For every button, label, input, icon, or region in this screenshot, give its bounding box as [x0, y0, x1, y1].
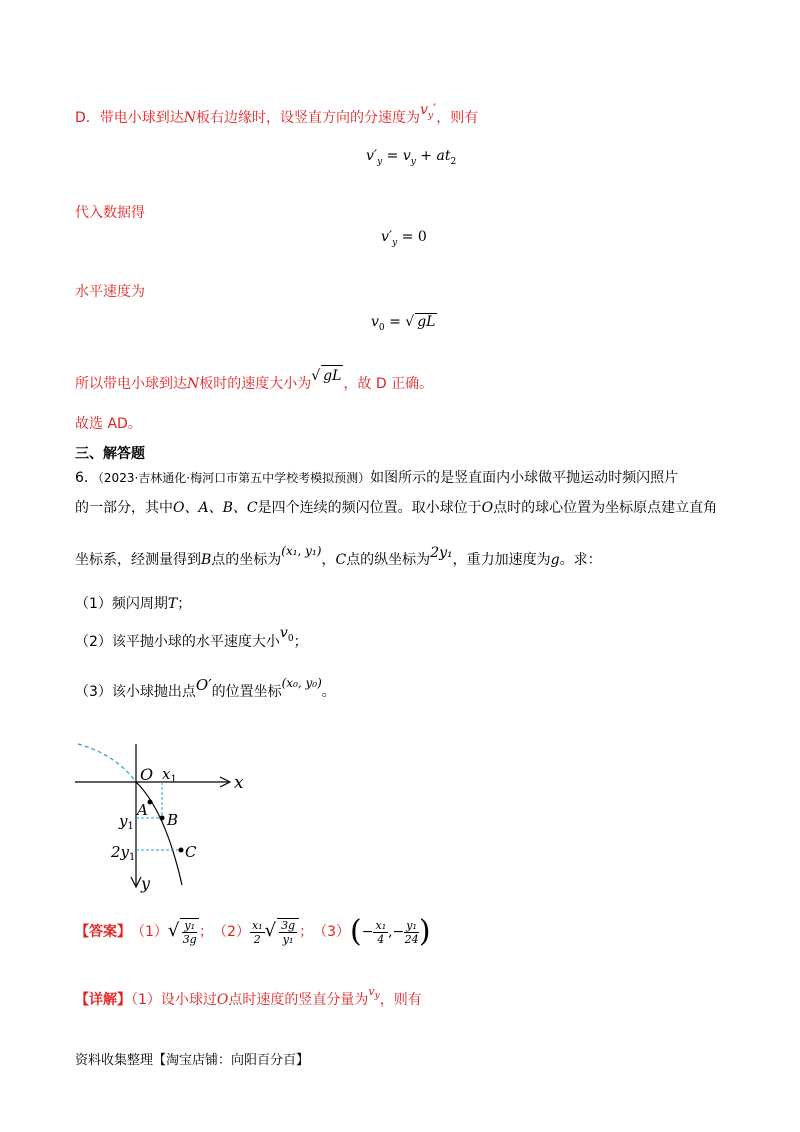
- question-3: （3）该小球抛出点O′的位置坐标(x₀, y₀)。: [75, 676, 336, 700]
- point-a: [148, 800, 153, 805]
- equation-1: $v'_y = v_y + at_2$: [366, 148, 457, 167]
- problem-line-1: 6．（2023·吉林通化·梅河口市第五中学校考模拟预测）如图所示的是竖直面内小球做平抛运动时频闪照片: [75, 470, 679, 486]
- point-b: [160, 816, 165, 821]
- equation-3: $v_0$ = √ gL: [371, 314, 436, 333]
- footer: 资料收集整理【淘宝店铺：向阳百分百】: [75, 1053, 310, 1068]
- option-d-text: 带电小球到达: [99, 110, 184, 126]
- question-1: （1）频闪周期T；: [75, 596, 192, 612]
- conclusion-line: 所以带电小球到达N板时的速度大小为√ gL ，故 D 正确。: [75, 373, 433, 394]
- problem-line-2: 的一部分，其中O、A、B、C是四个连续的频闪位置。取小球位于O点时的球心位置为坐标原点建立直角: [75, 500, 718, 516]
- label-y: y: [141, 874, 151, 893]
- problem-source: （2023·吉林通化·梅河口市第五中学校考模拟预测）: [97, 471, 371, 485]
- horizontal-velocity-text: 水平速度为: [75, 284, 145, 300]
- option-d-label: D．: [75, 110, 100, 126]
- label-o: O: [140, 765, 154, 784]
- section-title: 三、解答题: [75, 446, 145, 462]
- label-2y1: $2y_1$: [111, 843, 136, 863]
- label-b: B: [167, 811, 179, 829]
- plate-n: N: [183, 110, 197, 126]
- trajectory-curve: [136, 782, 182, 885]
- question-2: （2）该平抛小球的水平速度大小$v_0$；: [75, 625, 308, 650]
- option-d-line: [75, 102, 479, 134]
- answer-line: 【答案】 （1） √ $\frac{\text{y₁}}{3g}$ ； （2） $\frac{\text{x₁}}{2}$ √ $\frac{3g}{\text{y₁}}$ ； （3） ( − $\frac{\text{x₁}}{4}$ ,− $\frac{\text{y₁}}{24}$ ): [75, 914, 431, 949]
- problem-line-3: 坐标系，经测量得到B点的坐标为(x₁, y₁)，C点的纵坐标为2y₁，重力加速度为g。求：: [75, 544, 602, 568]
- projectile-figure: [70, 740, 260, 895]
- trajectory-dashed-arc: [78, 744, 136, 782]
- choose-answer: 故选 AD。: [75, 416, 142, 432]
- detail-line: 【详解】（1）设小球过O点时速度的竖直分量为$^{v_y}$，则有: [75, 985, 422, 1008]
- label-x: x: [234, 773, 244, 793]
- equation-2: $v'_y = 0$: [381, 229, 427, 248]
- substitute-text: 代入数据得: [75, 205, 145, 221]
- option-d-tail: ，则有: [436, 110, 479, 126]
- answer-tag: 【答案】: [75, 924, 131, 940]
- vy-prime-symbol: $v_y'$: [420, 102, 437, 121]
- label-c: C: [185, 843, 197, 861]
- label-x1: $x_1$: [162, 765, 177, 785]
- point-c: [179, 848, 184, 853]
- label-y1: $y_1$: [119, 812, 134, 832]
- detail-tag: 【详解】: [75, 992, 131, 1008]
- label-a: A: [137, 801, 148, 819]
- option-d-text-2: 板右边缘时，设竖直方向的分速度为: [196, 110, 421, 126]
